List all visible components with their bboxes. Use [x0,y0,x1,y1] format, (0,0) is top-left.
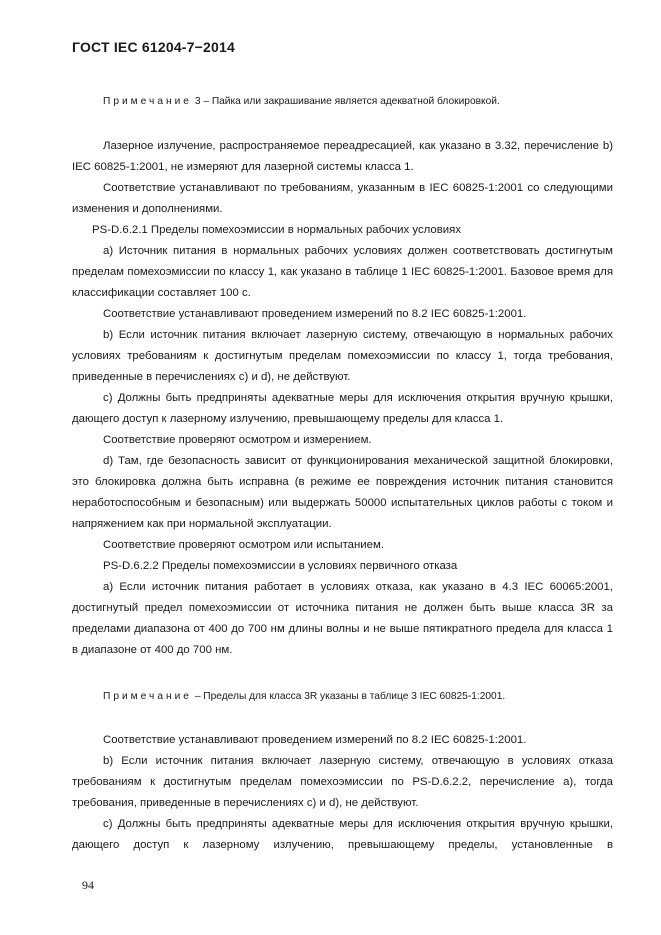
paragraph: a) Источник питания в нормальных рабочих условиях должен соответствовать достигнутым пределам помехоэмиссии по классу 1, как указано в таблице 1 IEC 60825-1:2001. Базовое время для классификации составляет 100 с. [72,245,613,299]
paragraph-group-a [72,136,613,661]
paragraph: d) Там, где безопасность зависит от функционирования механической защитной блокировки, это блокировка должна быть исправна (в режиме ее повреждения источник питания становится неработоспособным и безопасным) или выдержать 50000 испытательных циклов работы с током и напряжением как при нормальной эксплуатации. [72,455,613,530]
note-number: 3 [194,96,201,107]
document-header: ГОСТ IEC 61204-7−2014 [72,39,235,55]
paragraph: Соответствие проверяют осмотром или испытанием. [103,539,384,551]
section-heading: PS-D.6.2.2 Пределы помехоэмиссии в условиях первичного отказа [103,560,458,572]
paragraph-group-b [72,730,613,856]
note-label: Примечание [103,96,192,107]
paragraph: c) Должны быть предприняты адекватные меры для исключения открытия вручную крышки, дающего доступ к лазерному излучению, превышающему пределы для класса 1. [72,392,613,425]
paragraph: b) Если источник питания включает лазерную систему, отвечающую в нормальных рабочих условиях требованиям к достигнутым пределам помехоэмиссии по классу 1, тогда требования, приведенные в перечислениях c) и d), не действуют. [72,329,613,383]
paragraph: Соответствие устанавливают проведением измерений по 8.2 IEC 60825-1:2001. [103,734,527,746]
paragraph: c) Должны быть предприняты адекватные меры для исключения открытия вручную крышки, дающего доступ к лазерному излучению, превышающему пределы, установленные в [72,818,613,851]
note-2 [72,686,613,707]
paragraph: Лазерное излучение, распространяемое переадресацией, как указано в 3.32, перечисление b) IEC 60825-1:2001, не измеряют для лазерной системы класса 1. [72,140,613,173]
note-text: – Пределы для класса 3R указаны в таблице 3 IEC 60825-1:2001. [194,691,506,702]
note-1 [72,91,613,112]
paragraph: b) Если источник питания включает лазерную систему, отвечающую в условиях отказа требованиям к достигнутым пределам помехоэмиссии по PS-D.6.2.2, перечисление a), тогда требования, приведенные в перечислениях c) и d), не действуют. [72,755,613,809]
section-heading: PS-D.6.2.1 Пределы помехоэмиссии в нормальных рабочих условиях [92,224,462,236]
paragraph: Соответствие устанавливают по требованиям, указанным в IEC 60825-1:2001 со следующими изменения и дополнениями. [72,182,613,215]
paragraph: Соответствие устанавливают проведением измерений по 8.2 IEC 60825-1:2001. [103,308,527,320]
paragraph: Соответствие проверяют осмотром и измерением. [103,434,372,446]
note-label: Примечание [103,691,192,702]
page-number: 94 [82,878,94,892]
note-text: – Пайка или закрашивание является адекватной блокировкой. [203,96,500,107]
paragraph: a) Если источник питания работает в условиях отказа, как указано в 4.3 IEC 60065:2001, достигнутый предел помехоэмиссии от источника питания не должен быть выше класса 3R за пределами диапазона от 400 до 700 нм длины волны и не выше пятикратного предела для класса 1 в диапазоне от 400 до 700 нм. [72,581,613,656]
